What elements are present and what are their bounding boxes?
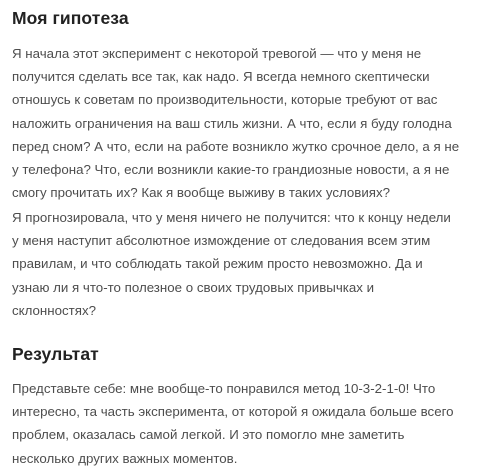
text-line: Я прогнозировала, что у меня ничего не получится: что к концу недели — [12, 210, 451, 225]
hypothesis-paragraph-2 — [12, 206, 451, 322]
text-line: проблем, оказалась самой легкой. И это помогло мне заметить — [12, 427, 405, 443]
text-line: правилам, и что соблюдать такой режим просто невозможно. Да и — [12, 256, 423, 272]
text-line: у меня наступит абсолютное измождение от следования всем этим — [12, 233, 431, 249]
text-line: Я начала этот эксперимент с некоторой тревогой — что у меня не — [12, 46, 422, 61]
hypothesis-paragraph-1 — [12, 42, 459, 204]
text-line: интересно, та часть эксперимента, от которой я ожидала больше всего — [12, 404, 454, 420]
text-line: узнаю ли я что-то полезное о своих трудовых привычках и — [12, 279, 375, 295]
text-line: получится сделать все так, как надо. Я всегда немного скептически — [12, 69, 430, 85]
section-heading-result: Результат — [12, 344, 99, 364]
text-line: смогу прочитать их? Как я вообще выживу в таких условиях? — [12, 185, 391, 201]
text-line: отношусь к советам по производительности, которые требуют от вас — [12, 92, 438, 108]
text-line: несколько других важных моментов. — [12, 450, 238, 466]
text-line: перед сном? А что, если на работе возникло жутко срочное дело, а я не — [12, 138, 460, 154]
text-line: Представьте себе: мне вообще-то понравился метод 10-3-2-1-0! Что — [12, 381, 436, 396]
text-line: склонностях? — [12, 302, 96, 318]
section-heading-hypothesis: Моя гипотеза — [12, 8, 129, 28]
result-paragraph — [12, 377, 454, 470]
text-line: у телефона? Что, если возникли какие-то грандиозные новости, а я не — [12, 162, 450, 178]
text-line: наложить ограничения на ваш стиль жизни. А что, если я буду голодна — [12, 115, 452, 131]
